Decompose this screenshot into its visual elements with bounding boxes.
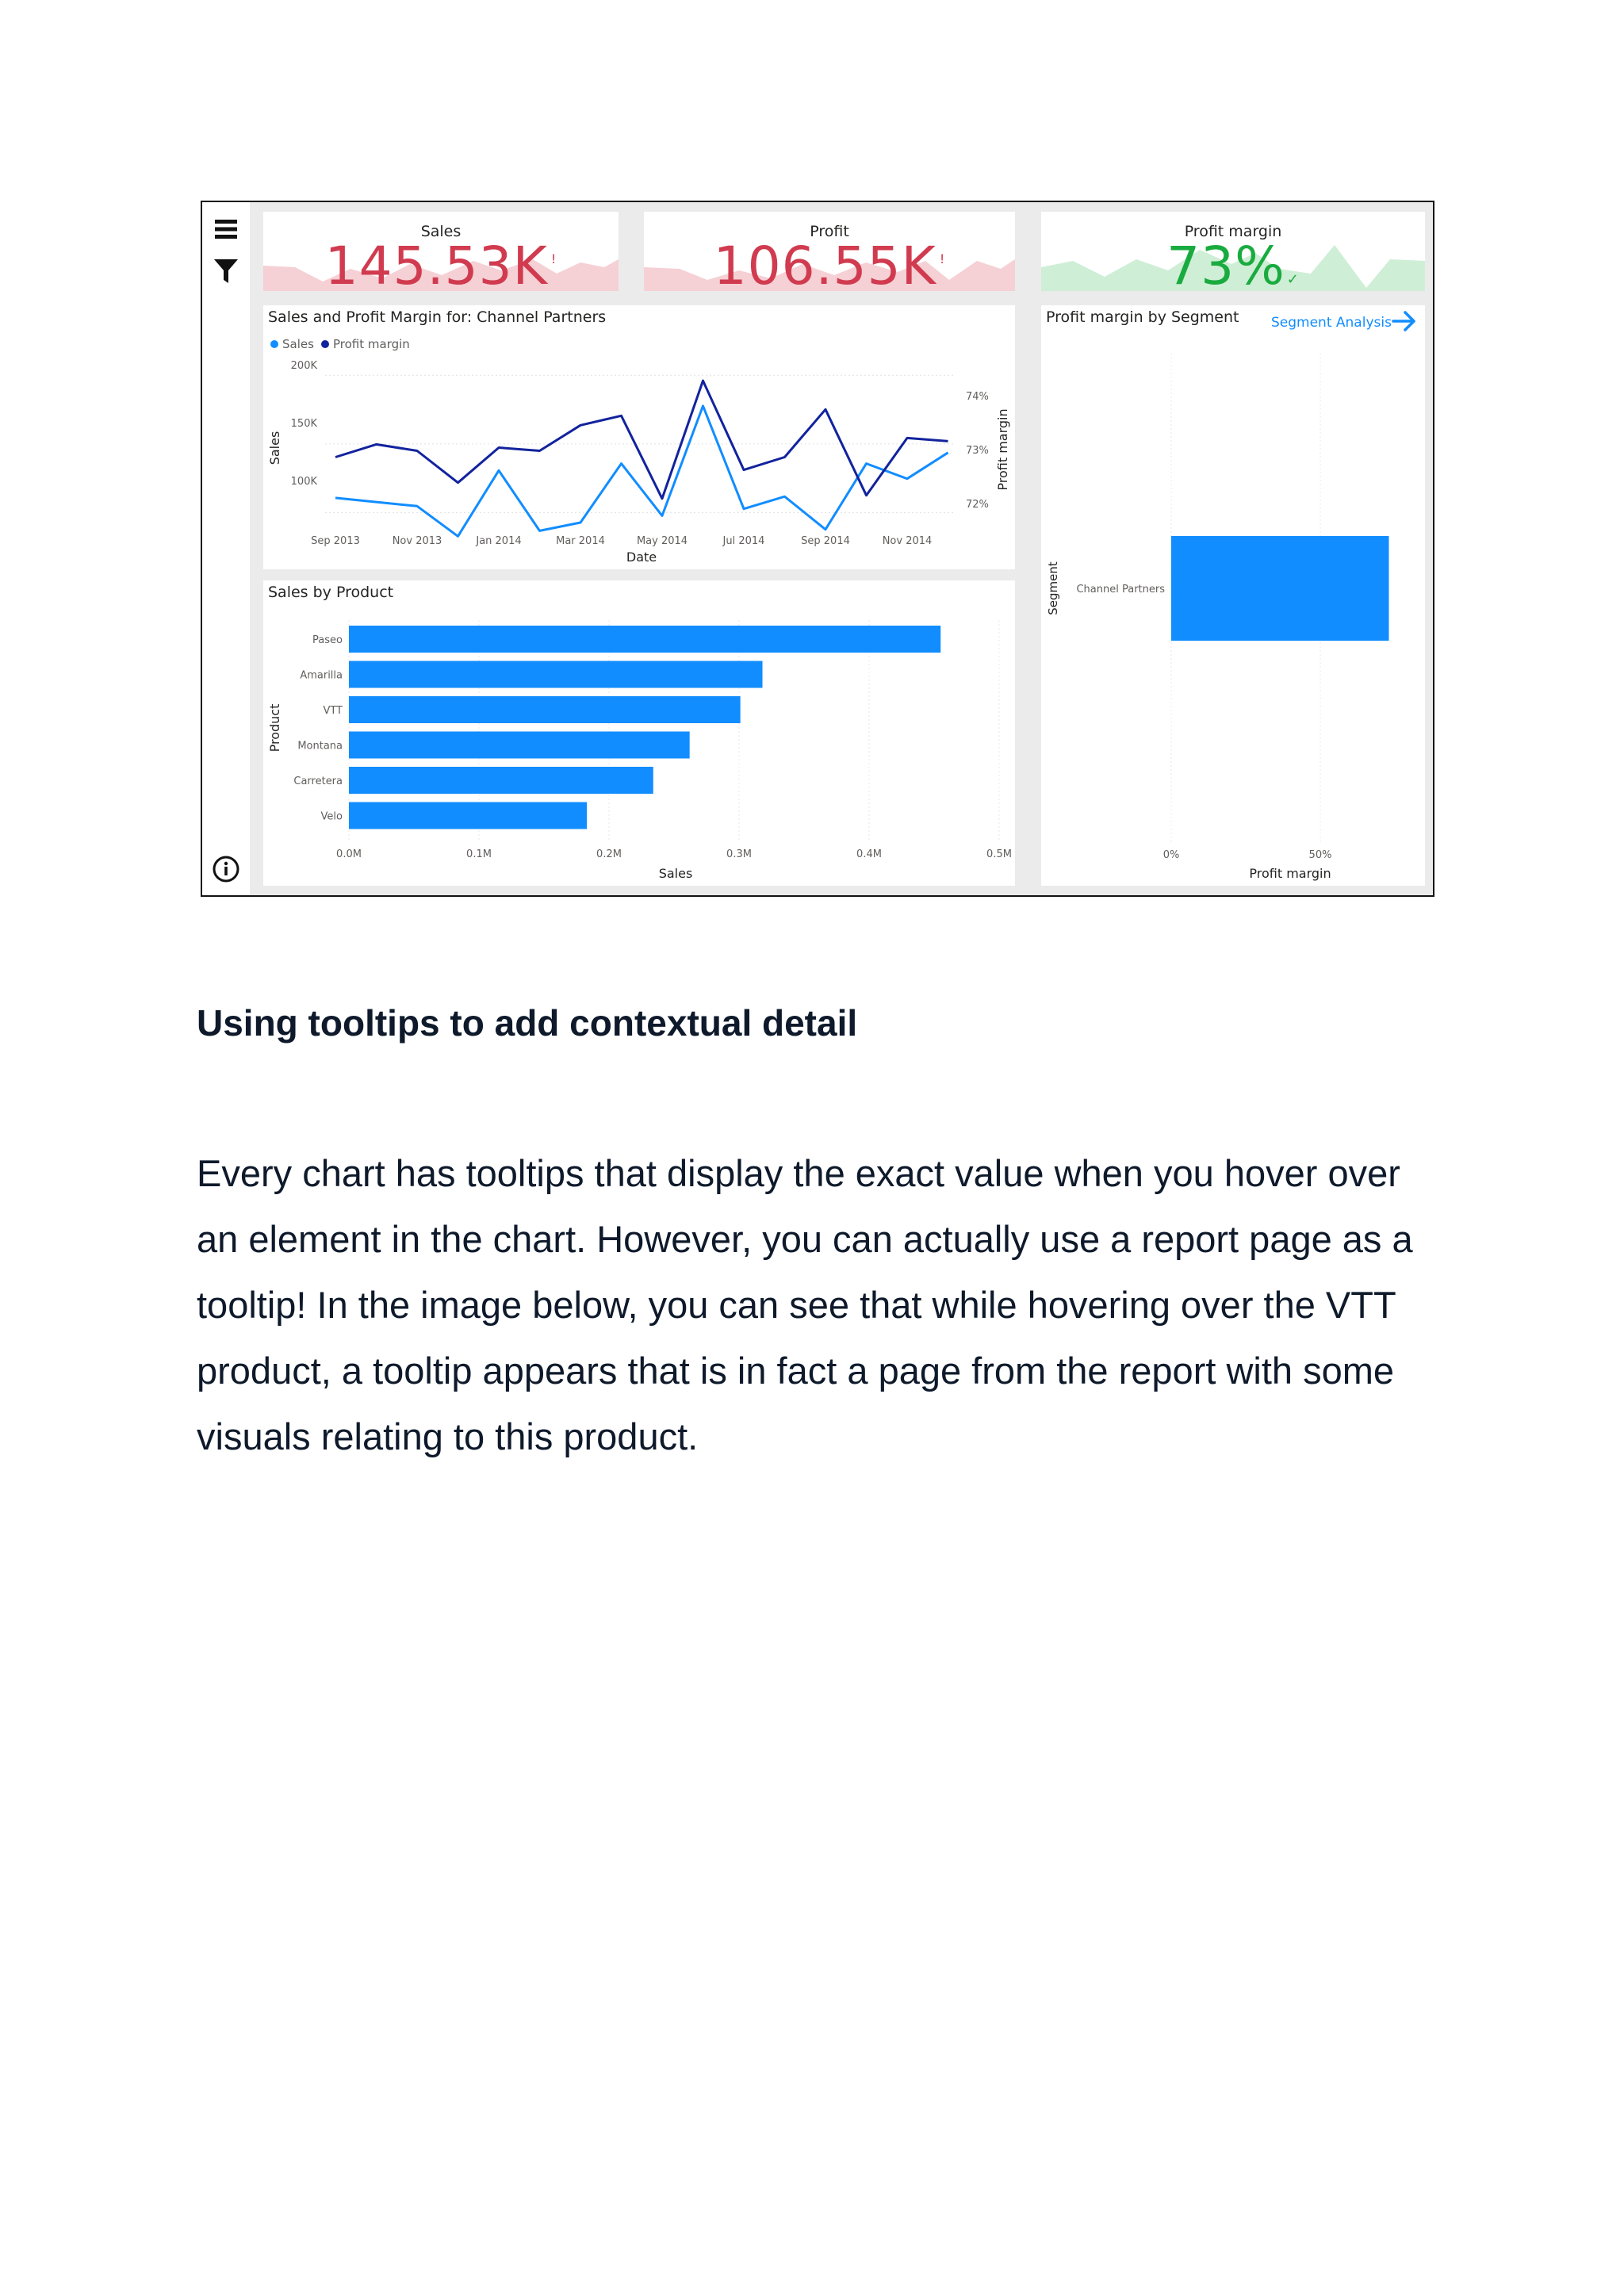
y-axis-label: Product <box>267 703 282 753</box>
kpi-value <box>644 236 1015 297</box>
hamburger-icon[interactable] <box>213 218 239 240</box>
x-tick: Jul 2014 <box>722 535 765 547</box>
bar-chart <box>263 580 1015 886</box>
legend-sales-label: Sales <box>282 337 314 351</box>
kpi-card-profit-margin[interactable] <box>1041 212 1425 297</box>
x-tick: Sep 2014 <box>801 535 850 547</box>
kpi-value <box>263 236 619 297</box>
segment-chart-card[interactable] <box>1041 305 1425 886</box>
left-tick: 150K <box>290 418 317 430</box>
kpi-value-text: 106.55K <box>713 236 936 297</box>
x-tick: Jan 2014 <box>476 535 522 547</box>
category-label: Channel Partners <box>1076 584 1165 596</box>
kpi-card-sales[interactable] <box>263 212 619 297</box>
right-axis-label: Profit margin <box>995 408 1010 491</box>
category-label: Montana <box>297 740 343 753</box>
x-tick: Nov 2014 <box>882 535 933 547</box>
segment-analysis-link[interactable]: Segment Analysis <box>1271 315 1392 331</box>
bar-vtt[interactable] <box>349 696 741 723</box>
kpi-label: Profit margin <box>1184 223 1282 240</box>
category-label: Paseo <box>312 634 343 646</box>
left-tick: 100K <box>290 476 317 488</box>
x-tick: 0.4M <box>856 848 882 860</box>
legend-profit-margin-label: Profit margin <box>333 337 410 351</box>
right-axis-ticks <box>966 391 989 511</box>
report-screenshot <box>201 201 1434 897</box>
kpi-label: Profit <box>810 223 849 240</box>
legend-profit-margin-dot <box>321 340 329 348</box>
left-tick: 200K <box>290 360 317 372</box>
warning-indicator-icon: ! <box>550 251 557 266</box>
x-axis-label: Date <box>626 550 657 565</box>
x-tick: 0.0M <box>336 848 362 860</box>
check-indicator-icon: ✓ <box>1286 271 1300 288</box>
right-tick: 74% <box>966 391 989 403</box>
legend-sales-dot <box>270 340 278 348</box>
section-heading: Using tooltips to add contextual detail <box>197 1002 858 1044</box>
bar-chart-card[interactable] <box>263 580 1015 886</box>
x-tick: Sep 2013 <box>311 535 360 547</box>
line-chart <box>263 305 1015 569</box>
x-axis-label: Profit margin <box>1249 866 1331 881</box>
segment-bar-group <box>1076 536 1388 641</box>
x-axis-ticks <box>311 535 932 547</box>
line-chart-card[interactable] <box>263 305 1015 569</box>
bar-x-ticks <box>336 848 1012 860</box>
line-grid <box>325 375 955 512</box>
y-axis-label: Segment <box>1046 561 1060 615</box>
filter-icon[interactable] <box>213 258 239 285</box>
category-label: Carretera <box>293 776 343 787</box>
bar-montana[interactable] <box>349 732 690 759</box>
info-icon[interactable] <box>212 855 240 883</box>
sales-line[interactable] <box>335 406 948 536</box>
body-paragraph: Every chart has tooltips that display the exact value when you hover over an element in the chart. However, you can actually use a report page as a tooltip! In the image below, you can see that while hovering over the VTT product, a tooltip appears that is in fact a page from the report with some visuals relating to this product. <box>197 1152 1413 1457</box>
segment-bar[interactable] <box>1171 536 1388 641</box>
kpi-value-text: 73% <box>1166 236 1285 297</box>
x-tick: 0.3M <box>726 848 752 860</box>
x-tick: Nov 2013 <box>392 535 442 547</box>
left-axis-label: Sales <box>267 431 282 465</box>
x-tick: May 2014 <box>636 535 688 547</box>
x-axis-label: Sales <box>658 866 693 881</box>
segment-chart-title: Profit margin by Segment <box>1046 308 1239 326</box>
right-tick: 73% <box>966 445 989 457</box>
bar-carretera[interactable] <box>349 767 653 794</box>
left-rail <box>202 202 250 895</box>
warning-indicator-icon: ! <box>939 251 946 266</box>
left-axis-ticks <box>291 360 318 488</box>
bar-velo[interactable] <box>349 802 587 829</box>
category-label: VTT <box>323 705 343 717</box>
x-tick: 0.5M <box>986 848 1012 860</box>
category-label: Velo <box>320 810 343 823</box>
bar-paseo[interactable] <box>349 626 940 653</box>
kpi-label: Sales <box>420 223 462 240</box>
line-chart-title: Sales and Profit Margin for: Channel Partners <box>268 308 607 326</box>
line-series-group <box>335 381 948 536</box>
segment-chart <box>1041 305 1425 886</box>
kpi-card-profit[interactable] <box>644 212 1015 297</box>
x-tick: Mar 2014 <box>556 535 605 547</box>
x-tick: 0% <box>1162 849 1180 861</box>
right-tick: 72% <box>966 499 989 511</box>
x-tick: 50% <box>1308 849 1332 861</box>
category-label: Amarilla <box>300 669 343 682</box>
x-tick: 0.1M <box>466 848 492 860</box>
bar-group <box>293 626 940 829</box>
bar-amarilla[interactable] <box>349 661 763 688</box>
kpi-value <box>1041 236 1425 297</box>
x-tick: 0.2M <box>596 848 622 860</box>
bar-chart-title: Sales by Product <box>268 584 394 601</box>
kpi-value-text: 145.53K <box>324 236 548 297</box>
